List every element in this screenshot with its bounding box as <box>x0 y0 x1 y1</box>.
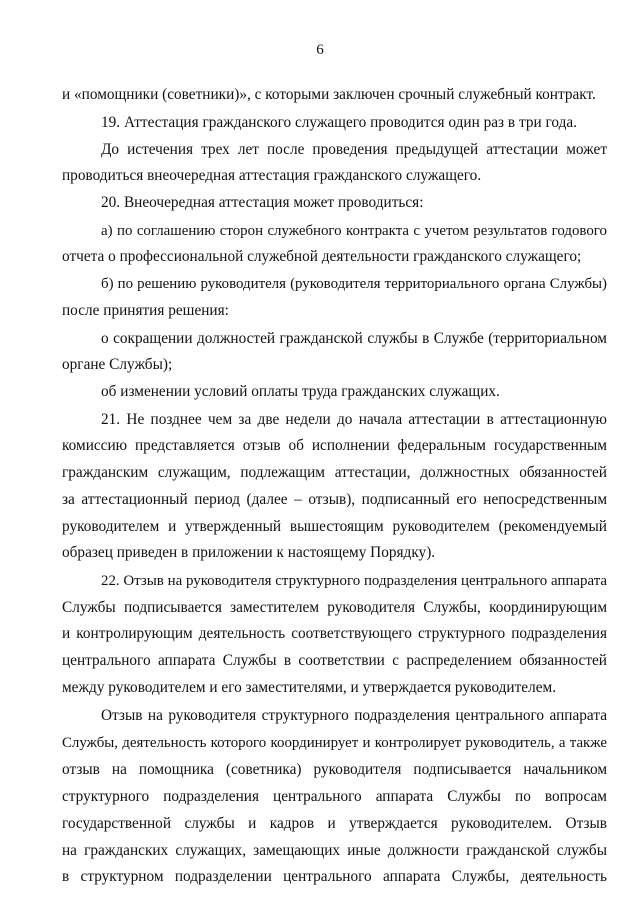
text-line: комиссию представляется отзыв об исполнении федеральным государственным <box>62 437 607 454</box>
text-line: и контролирующим деятельность соответствующего структурного подразделения <box>62 625 607 642</box>
text-line: 21. Не позднее чем за две недели до начала аттестации в аттестационную <box>101 411 607 428</box>
text-line: после принятия решения: <box>62 302 229 319</box>
text-line: государственной службы и кадров и утверждается руководителем. Отзыв <box>62 815 607 832</box>
text-line: До истечения трех лет после проведения предыдущей аттестации может <box>101 141 607 158</box>
text-line: между руководителем и его заместителями, и утверждается руководителем. <box>62 679 557 696</box>
text-line: руководителем и утвержденный вышестоящим руководителем (рекомендуемый <box>62 518 607 535</box>
text-line: гражданским служащим, подлежащим аттестации, должностных обязанностей <box>62 464 607 481</box>
text-line: за аттестационный период (далее – отзыв), подписанный его непосредственным <box>62 491 607 508</box>
text-line: структурного подразделения центрального аппарата Службы по вопросам <box>62 788 607 805</box>
text-line: центрального аппарата Службы в соответствии с распределением обязанностей <box>62 652 607 669</box>
text-line: 19. Аттестация гражданского служащего проводится один раз в три года. <box>101 114 577 131</box>
text-line: Отзыв на руководителя структурного подразделения центрального аппарата <box>101 707 607 724</box>
text-line: на гражданских служащих, замещающих иные должности гражданской службы <box>62 842 607 859</box>
text-line: 22. Отзыв на руководителя структурного подразделения центрального аппарата <box>101 573 607 589</box>
text-line: органе Службы); <box>62 356 173 373</box>
text-line: о сокращении должностей гражданской службы в Службе (территориальном <box>101 330 607 347</box>
page-number: 6 <box>316 42 324 58</box>
text-line: и «помощники (советники)», с которыми заключен срочный служебный контракт. <box>62 86 596 103</box>
text-line: а) по соглашению сторон служебного контракта с учетом результатов годового <box>101 223 607 239</box>
text-line: образец приведен в приложении к настоящему Порядку). <box>62 544 436 561</box>
text-line: 20. Внеочередная аттестация может проводиться: <box>101 194 424 211</box>
text-line: об изменении условий оплаты труда гражданских служащих. <box>101 383 500 400</box>
text-line: отчета о профессиональной служебной деятельности гражданского служащего; <box>62 248 582 265</box>
text-line: Службы подписывается заместителем руководителя Службы, координирующим <box>62 599 607 616</box>
text-line: б) по решению руководителя (руководителя территориального органа Службы) <box>101 276 607 292</box>
text-line: отзыв на помощника (советника) руководителя подписывается начальником <box>62 761 607 778</box>
text-line: проводиться внеочередная аттестация гражданского служащего. <box>62 167 482 184</box>
text-line: Службы, деятельность которого координирует и контролирует руководитель, а также <box>62 735 607 751</box>
text-line: в структурном подразделении центрального аппарата Службы, деятельность <box>62 868 607 885</box>
